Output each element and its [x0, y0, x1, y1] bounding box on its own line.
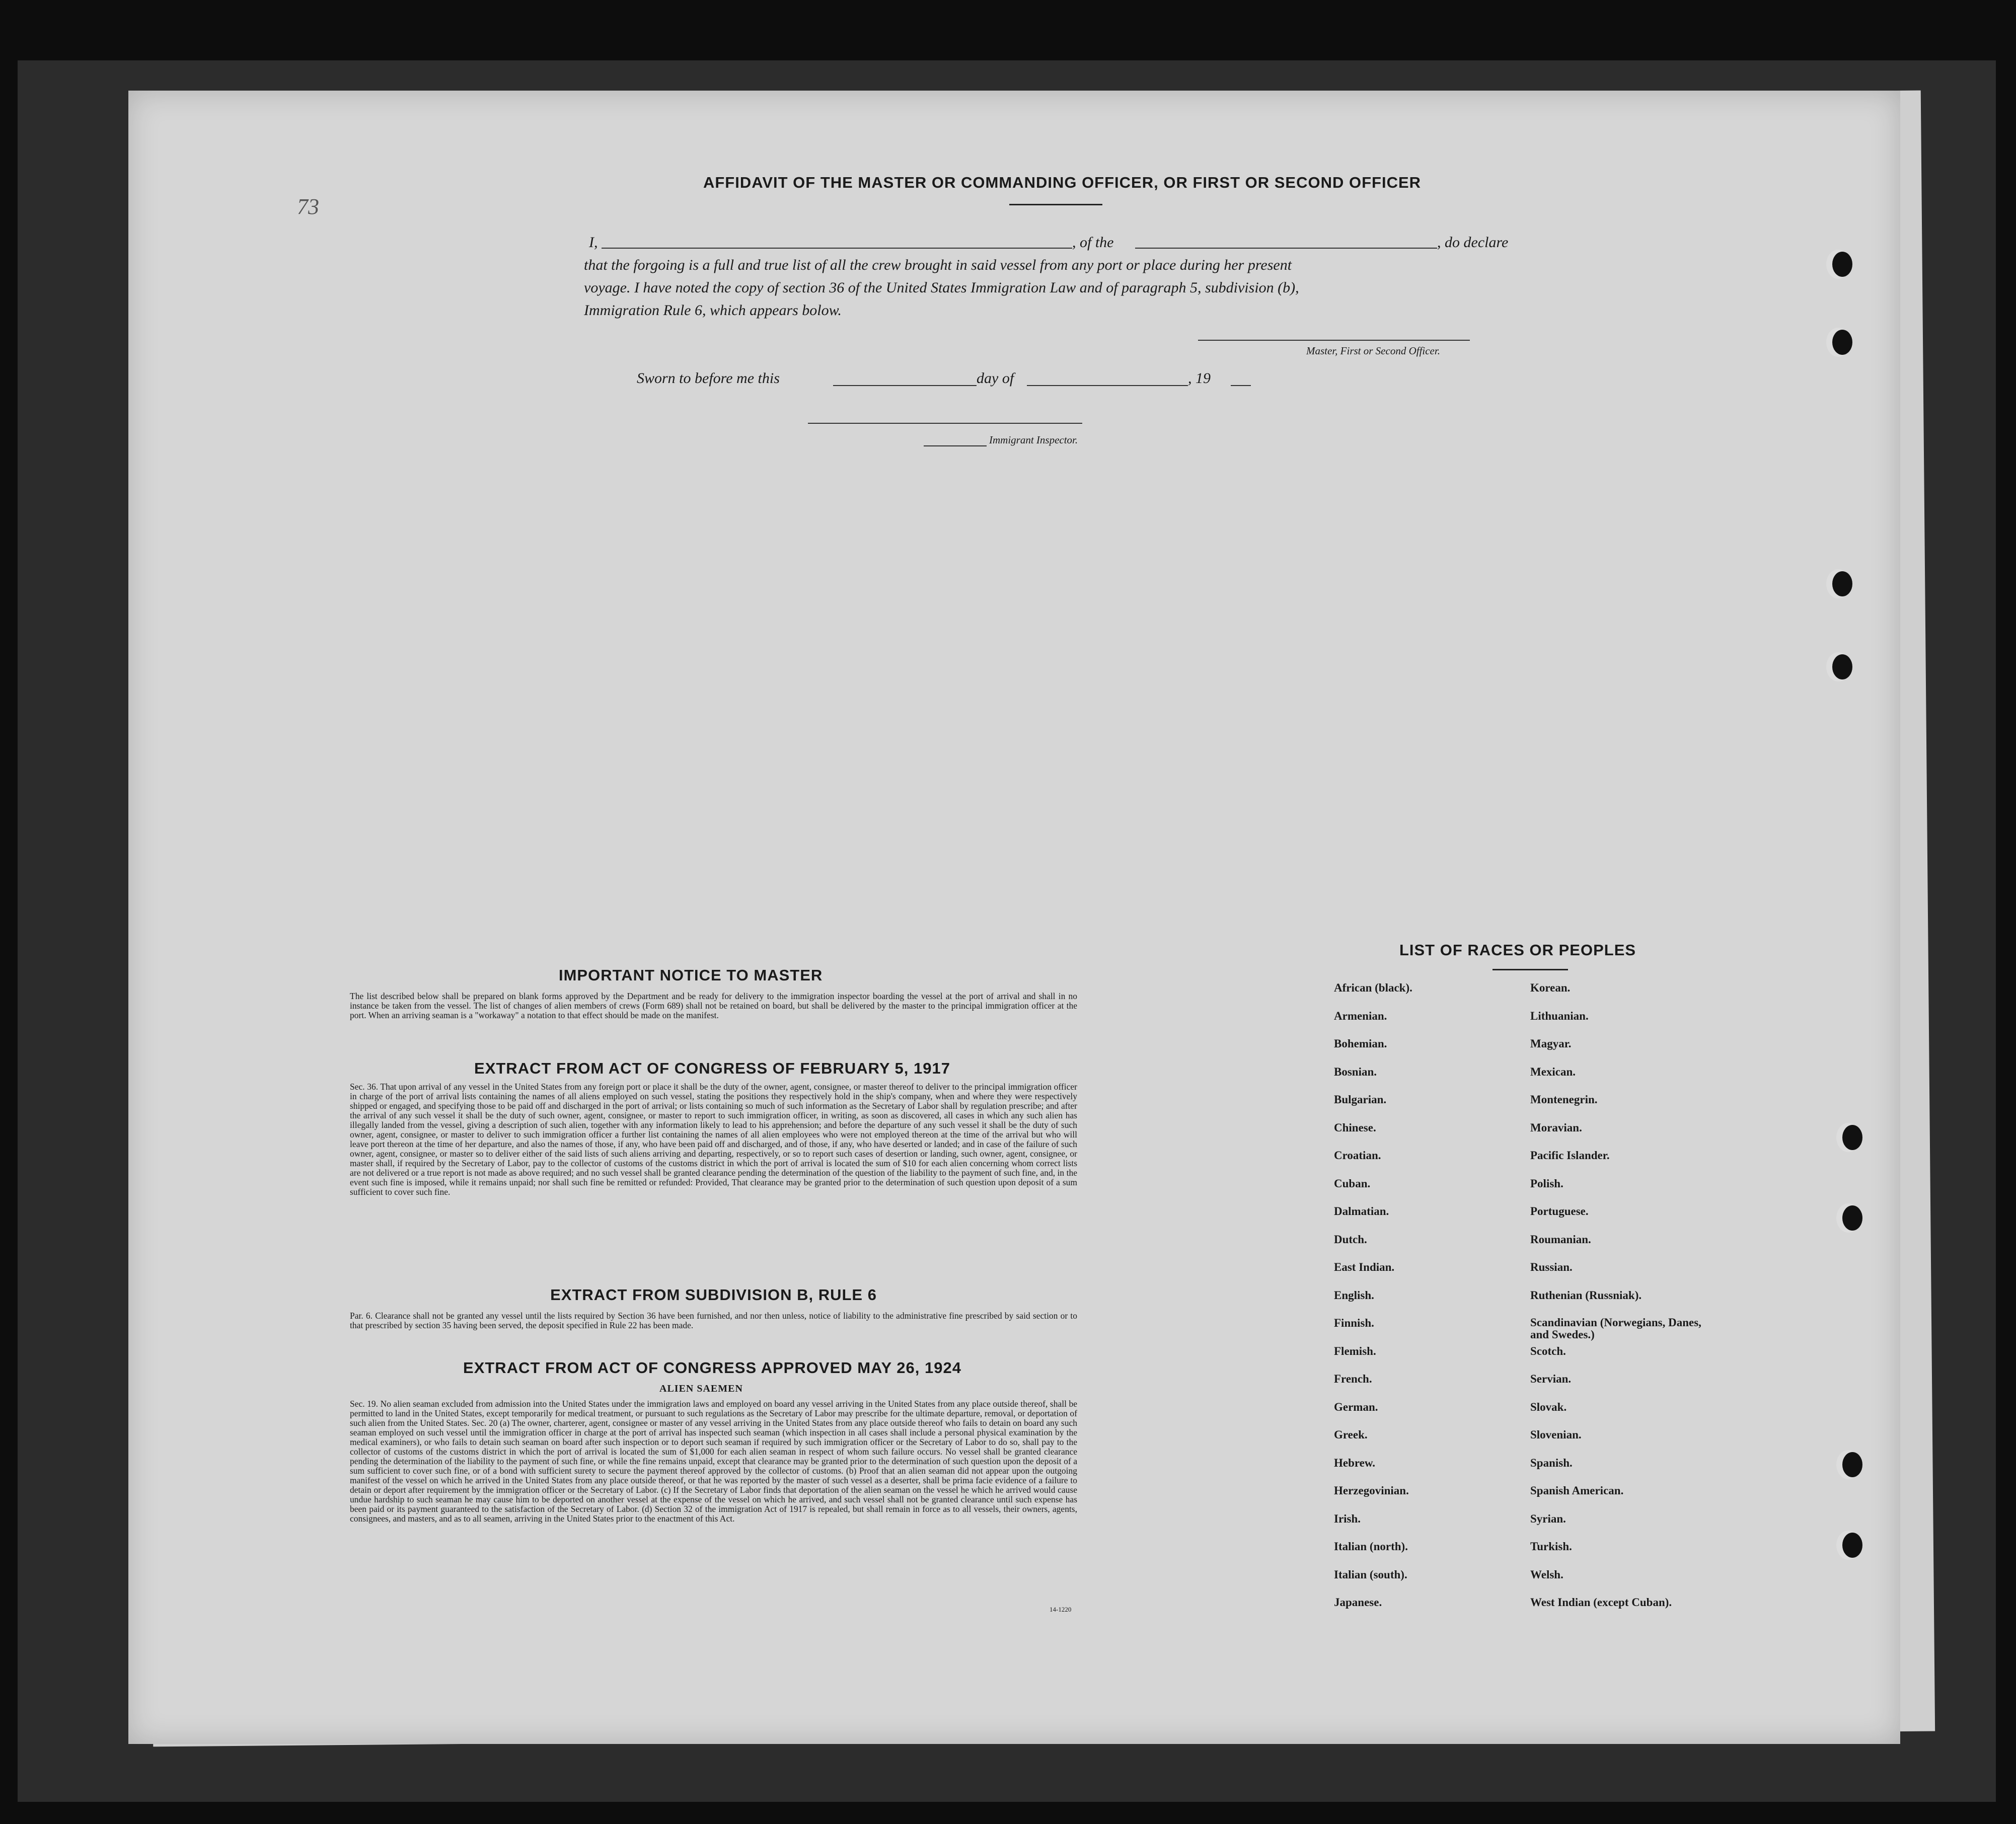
affidavit-title: AFFIDAVIT OF THE MASTER OR COMMANDING OFFICER, OR FIRST OR SECOND OFFICER [703, 174, 1422, 191]
race-item: Lithuanian. [1530, 1009, 1589, 1022]
race-item: Scandinavian (Norwegians, Danes, and Swedes.) [1530, 1316, 1701, 1341]
extract-1924-text: Sec. 19. No alien seaman excluded from admission into the United States under the immigration laws and employed on board any vessel arriving in the United States from any place outside thereof, shall be permitted to land in the United States, except temporarily for medical treatment, or pursuant to such regulations as the Secretary of Labor may prescribe for the ultimate departure, removal, or deportation of such alien from the United States. Sec. 20 (a) The owner, charterer, agent, consignee or master of any vessel arriving in the United States from any place outside thereof who fails to detain on board any such seaman employed on such vessel until the immigration officer in charge at the port of arrival has inspected such seaman (which inspection in all cases shall include a personal physical examination by the medical examiners), or who fails to detain such seaman on board after such inspection or to deport such seaman if required by such immigration officer or the Secretary of Labor to do so, shall pay to the collector of customs of the customs district in which the port of arrival is located the sum of $1,000 for each alien seaman in respect of whom such failure occurs. No vessel shall be granted clearance pending the determination of the liability to the payment of such fine, or while the fine remains unpaid, except that clearance may be granted prior to the determination of such question upon the deposit of a sum sufficient to cover such fine, or of a bond with sufficient surety to secure the payment thereof approved by the collector of customs. (b) Proof that an alien seaman did not appear upon the outgoing manifest of the vessel on which he arrived in the United States from any place outside thereof, or that he was reported by the master of such vessel as a deserter, shall be prima facie evidence of a failure to detain or deport after requirement by the immigration officer or the Secretary of Labor. (c) If the Secretary of Labor finds that deportation of the alien seaman on the vessel he which he arrived would cause undue hardship to such seaman he may cause him to be deported on another vessel at the expense of the vessel on which he arrived, and such vessel shall not be granted clearance until such expense has been paid or its payment guaranteed to the satisfaction of the Secretary of Labor. (d) Section 32 of the immigration Act of 1917 is repealed, but shall remain in force as to all vessels, their owners, agents, consignees, and masters, and as to all seamen, arriving in the United States prior to the enactment of this Act. [350, 1399, 1077, 1524]
race-item: Magyar. [1530, 1037, 1572, 1050]
race-item: East Indian. [1334, 1261, 1395, 1273]
race-item: Pacific Islander. [1530, 1149, 1610, 1162]
race-item: Herzegovinian. [1334, 1484, 1409, 1497]
races-title: LIST OF RACES OR PEOPLES [1399, 941, 1636, 959]
race-item: West Indian (except Cuban). [1530, 1596, 1672, 1609]
race-item: Cuban. [1334, 1177, 1371, 1190]
punch-hole [1842, 1205, 1862, 1231]
race-item: Italian (south). [1334, 1568, 1407, 1581]
race-item: Japanese. [1334, 1596, 1382, 1609]
affidavit-line3: voyage. I have noted the copy of section 36 of the United States Immigration Law and of paragraph 5, subdivision (b), [584, 279, 1299, 296]
race-item: English. [1334, 1288, 1374, 1302]
sworn-before-text: Sworn to before me this [637, 370, 780, 387]
race-item: Bohemian. [1334, 1037, 1387, 1050]
race-item: Welsh. [1530, 1568, 1563, 1581]
punch-hole [1842, 1125, 1862, 1150]
notice-title: IMPORTANT NOTICE TO MASTER [559, 966, 823, 984]
extract-1924-subtitle: ALIEN SAEMEN [659, 1383, 743, 1394]
race-item: Dutch. [1334, 1233, 1367, 1246]
race-item: Chinese. [1334, 1121, 1376, 1134]
race-item: African (black). [1334, 981, 1412, 994]
race-item: Bosnian. [1334, 1065, 1377, 1078]
race-item: Finnish. [1334, 1317, 1374, 1329]
race-item: Korean. [1530, 981, 1571, 994]
affidavit-line1-of: , of the [1072, 234, 1114, 251]
sworn-month-blank [1027, 385, 1188, 386]
race-item: Mexican. [1530, 1065, 1576, 1078]
race-item: Portuguese. [1530, 1205, 1589, 1218]
vessel-blank [1135, 248, 1437, 249]
races-title-underline [1492, 969, 1568, 970]
race-item: Hebrew. [1334, 1456, 1375, 1469]
punch-hole [1842, 1533, 1862, 1558]
sworn-date-blank [833, 385, 977, 386]
race-item: Roumanian. [1530, 1233, 1591, 1246]
race-item: Spanish. [1530, 1456, 1573, 1469]
punch-hole [1832, 571, 1852, 596]
punch-hole [1832, 252, 1852, 277]
race-item: Scotch. [1530, 1344, 1566, 1357]
race-item: Russian. [1530, 1261, 1573, 1273]
sworn-year-blank [1231, 385, 1251, 386]
race-item: Montenegrin. [1530, 1093, 1598, 1106]
name-blank [602, 248, 1072, 249]
race-item: Turkish. [1530, 1540, 1572, 1553]
notice-text: The list described below shall be prepared on blank forms approved by the Department and be ready for delivery to the immigration inspector boarding the vessel at the port of arrival and shall in no instance be taken from the vessel. The list of changes of alien members of crews (Form 689) shall not be retained on board, but shall be delivered by the master to the principal immigration officer at the port. When an arriving seaman is a "workaway" a notation to that effect should be made on the manifest. [350, 991, 1077, 1020]
race-item: Moravian. [1530, 1121, 1582, 1134]
race-item: Flemish. [1334, 1344, 1376, 1357]
race-item: Armenian. [1334, 1009, 1387, 1022]
race-item: Syrian. [1530, 1512, 1566, 1525]
race-item: Bulgarian. [1334, 1093, 1387, 1106]
affidavit-line4: Immigration Rule 6, which appears bolow. [584, 302, 842, 319]
affidavit-line1-declare: , do declare [1437, 234, 1509, 251]
race-item: Spanish American. [1530, 1484, 1624, 1497]
punch-hole [1832, 330, 1852, 355]
sworn-day-text: day of [977, 370, 1014, 387]
extract-1917-title: EXTRACT FROM ACT OF CONGRESS OF FEBRUARY 5, 1917 [474, 1059, 950, 1077]
inspector-label: Immigrant Inspector. [989, 434, 1078, 446]
race-item: Irish. [1334, 1512, 1361, 1525]
inspector-short-line [924, 445, 987, 446]
race-item: Italian (north). [1334, 1540, 1408, 1553]
extract-rule6-title: EXTRACT FROM SUBDIVISION B, RULE 6 [550, 1286, 877, 1304]
race-item: Dalmatian. [1334, 1205, 1389, 1218]
extract-1917-text: Sec. 36. That upon arrival of any vessel in the United States from any foreign port or place it shall be the duty of the owner, agent, consignee, or master thereof to deliver to the principal immigration officer in charge of the port of arrival lists containing the names of all aliens employed on such vessel, stating the positions they respectively hold in the ship's company, when and where they were respectively shipped or engaged, and specifying those to be paid off and discharged in the port of arrival; or lists containing so much of such information as the Secretary of Labor shall by regulation prescribe; and after the arrival of any such vessel it shall be the duty of such owner, agent, consignee, or master to report to such immigration officer, in writing, as soon as discovered, all cases in which any such alien has illegally landed from the vessel, giving a description of such alien, together with any information likely to lead to his apprehension; and before the departure of any such vessel it shall be the duty of such owner, agent, consignee, or master to deliver to such immigration officer a further list containing the names of all alien employees who were not employed thereon at the time of the arrival but who will leave port thereon at the time of her departure, and also the names of those, if any, who have been paid off and discharged, and of those, if any, who have deserted or landed; and in case of the failure of such owner, agent, consignee, or master so to deliver either of the said lists of such aliens arriving and departing, respectively, or so to report such cases of desertion or landing, such owner, agent, consignee, or master shall, if required by the Secretary of Labor, pay to the collector of customs of the customs district in which the port of arrival is located the sum of $10 for each alien concerning whom correct lists are not delivered or a true report is not made as above required; and no such vessel shall be granted clearance pending the determination of the question of the liability to the payment of such fine, and, in the event such fine is imposed, while it remains unpaid; nor shall such fine be remitted or refunded: Provided, That clearance may be granted prior to the determination of such question upon deposit of a sum sufficient to cover such fine. [350, 1082, 1077, 1197]
race-item: Croatian. [1334, 1149, 1381, 1162]
title-underline [1009, 204, 1102, 205]
extract-rule6-text: Par. 6. Clearance shall not be granted any vessel until the lists required by Section 36 have been furnished, and nor then unless, notice of liability to the administrative fine prescribed by said section or to that prescribed by section 35 having been served, the deposit specified in Rule 22 has been made. [350, 1311, 1077, 1330]
master-signature-label: Master, First or Second Officer. [1306, 345, 1440, 357]
race-item: Ruthenian (Russniak). [1530, 1288, 1642, 1302]
races-right-column [1530, 981, 1701, 1624]
race-item: Polish. [1530, 1177, 1563, 1190]
affidavit-line1-i: I, [589, 234, 598, 251]
master-signature-line [1198, 340, 1470, 341]
sworn-year-text: , 19 [1188, 370, 1211, 387]
punch-hole [1832, 654, 1852, 679]
race-item: Slovak. [1530, 1400, 1567, 1413]
races-left-column [1334, 981, 1412, 1624]
race-item: Servian. [1530, 1373, 1572, 1385]
punch-hole [1842, 1452, 1862, 1477]
inspector-signature-line [808, 423, 1082, 424]
affidavit-line2: that the forgoing is a full and true list of all the crew brought in said vessel from any port or place during her present [584, 257, 1292, 273]
handwritten-page-number: 73 [297, 194, 319, 219]
race-item: Greek. [1334, 1428, 1368, 1441]
form-number: 14-1220 [1050, 1606, 1072, 1613]
race-item: Slovenian. [1530, 1428, 1582, 1441]
race-item: French. [1334, 1373, 1372, 1385]
race-item: German. [1334, 1400, 1378, 1413]
extract-1924-title: EXTRACT FROM ACT OF CONGRESS APPROVED MAY 26, 1924 [463, 1359, 961, 1377]
